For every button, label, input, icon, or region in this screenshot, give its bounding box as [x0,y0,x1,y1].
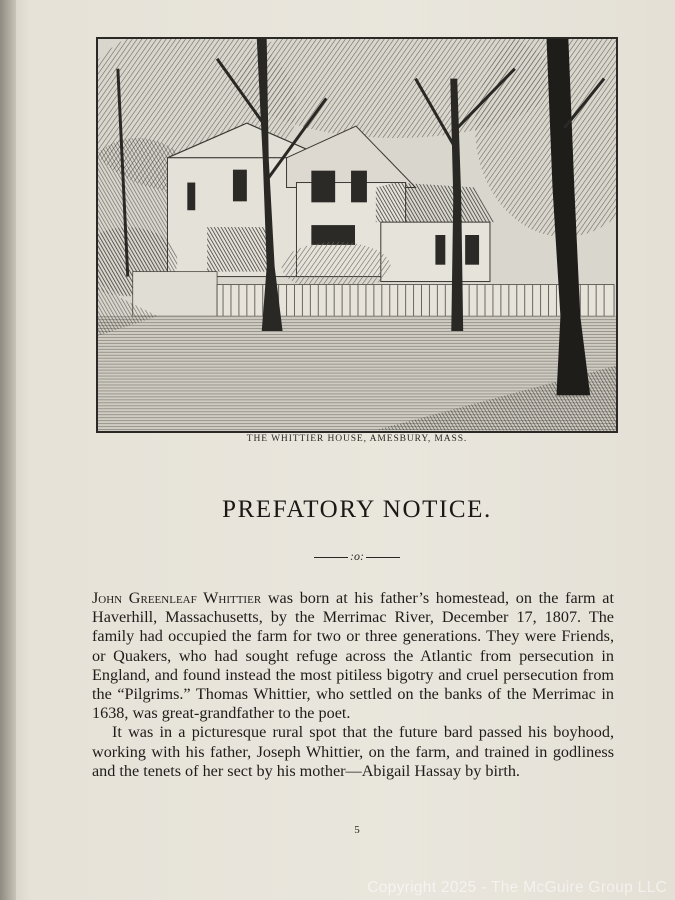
ornament-rule-left [314,557,348,558]
page-number: 5 [354,824,360,836]
paragraph-1-text: was born at his father’s homestead, on the farm at Haverhill, Massachusetts, by the Merrimac River, December 17, 1807. The family had occupied the farm for two or three generations. They were Friends, or Quakers, who had sought refuge across the Atlantic from persecution in England, and found instead the most pitiless bigotry and cruel persecution from the “Pilgrims.” Thomas Whittier, who settled on the banks of the Merrimac in 1638, was great-grandfather to the poet. [92,589,614,723]
body-text [92,589,614,781]
section-ornament [96,549,618,564]
page-title: PREFATORY NOTICE. [222,496,492,523]
engraving-image [98,39,616,431]
paragraph-2: It was in a picturesque rural spot that the future bard passed his boyhood, working with his father, Joseph Whittier, on the farm, and trained in godliness and the tenets of her sect by his mother—Abigail Hassay by birth. [92,723,614,780]
book-gutter [0,0,16,900]
ornament-glyph: :o: [350,549,364,563]
lead-name: John Greenleaf Whittier [92,589,262,607]
house-engraving-illustration [96,37,618,433]
copyright-watermark: Copyright 2025 - The McGuire Group LLC [367,879,667,896]
ornament-rule-right [366,557,400,558]
paragraph-1 [92,589,614,723]
illustration-caption: THE WHITTIER HOUSE, AMESBURY, MASS. [246,434,468,444]
